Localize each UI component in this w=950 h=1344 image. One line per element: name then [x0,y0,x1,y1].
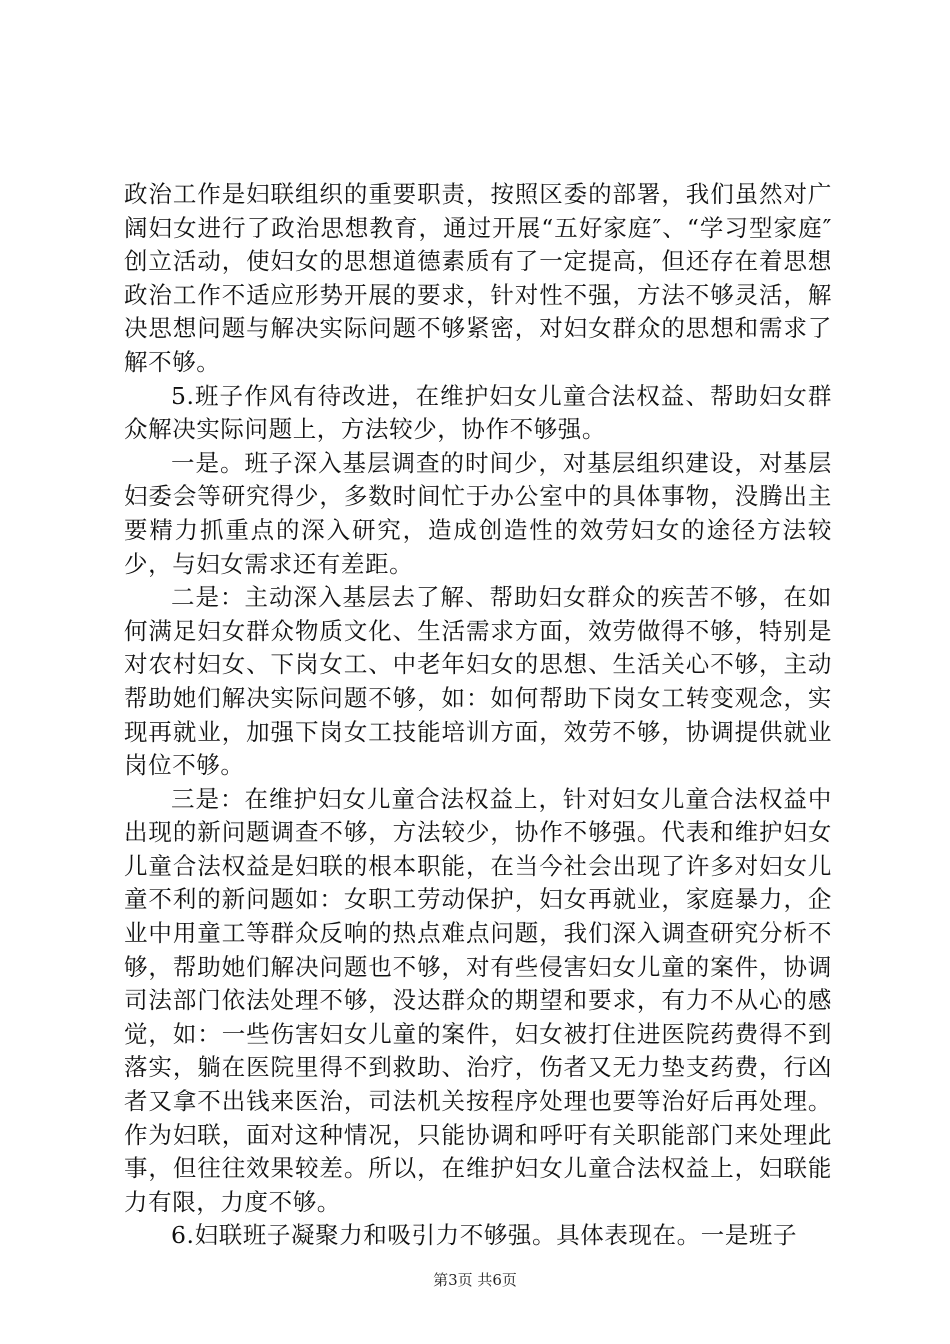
paragraph-2: 5.班子作风有待改进，在维护妇女儿童合法权益、帮助妇女群众解决实际问题上，方法较少，协作不够强。 [124,381,832,444]
paragraph-1: 政治工作是妇联组织的重要职责，按照区委的部署，我们虽然对广阔妇女进行了政治思想教育，通过开展“五好家庭″、“学习型家庭″创立活动，使妇女的思想道德素质有了一定提高，但还存在着思想政治工作不适应形势开展的要求，针对性不强，方法不够灵活，解决思想问题与解决实际问题不够紧密，对妇女群众的思想和需求了解不够。 [124,180,832,376]
paragraph-4: 二是：主动深入基层去了解、帮助妇女群众的疾苦不够，在如何满足妇女群众物质文化、生活需求方面，效劳做得不够，特别是对农村妇女、下岗女工、中老年妇女的思想、生活关心不够，主动帮助她们解决实际问题不够，如：如何帮助下岗女工转变观念，实现再就业，加强下岗女工技能培训方面，效劳不够，协调提供就业岗位不够。 [124,583,832,780]
paragraph-6: 6.妇联班子凝聚力和吸引力不够强。具体表现在。一是班子 [171,1221,798,1250]
paragraph-5: 三是：在维护妇女儿童合法权益上，针对妇女儿童合法权益中出现的新问题调查不够，方法较少，协作不够强。代表和维护妇女儿童合法权益是妇联的根本职能，在当今社会出现了许多对妇女儿童不利的新问题如：女职工劳动保护，妇女再就业，家庭暴力，企业中用童工等群众反响的热点难点问题，我们深入调查研究分析不够，帮助她们解决问题也不够，对有些侵害妇女儿童的案件，协调司法部门依法处理不够，没达群众的期望和要求，有力不从心的感觉，如：一些伤害妇女儿童的案件，妇女被打住进医院药费得不到落实，躺在医院里得不到救助、治疗，伤者又无力垫支药费，行凶者又拿不出钱来医治，司法机关按程序处理也要等治好后再处理。作为妇联，面对这种情况，只能协调和呼吁有关职能部门来处理此事，但往往效果较差。所以，在维护妇女儿童合法权益上，妇联能力有限，力度不够。 [124,784,832,1216]
page-number-footer: 第3页 共6页 [433,1271,517,1289]
paragraph-3: 一是。班子深入基层调查的时间少，对基层组织建设，对基层妇委会等研究得少，多数时间忙于办公室中的具体事物，没腾出主要精力抓重点的深入研究，造成创造性的效劳妇女的途径方法较少，与妇女需求还有差距。 [124,448,832,578]
document-body [124,178,832,1253]
